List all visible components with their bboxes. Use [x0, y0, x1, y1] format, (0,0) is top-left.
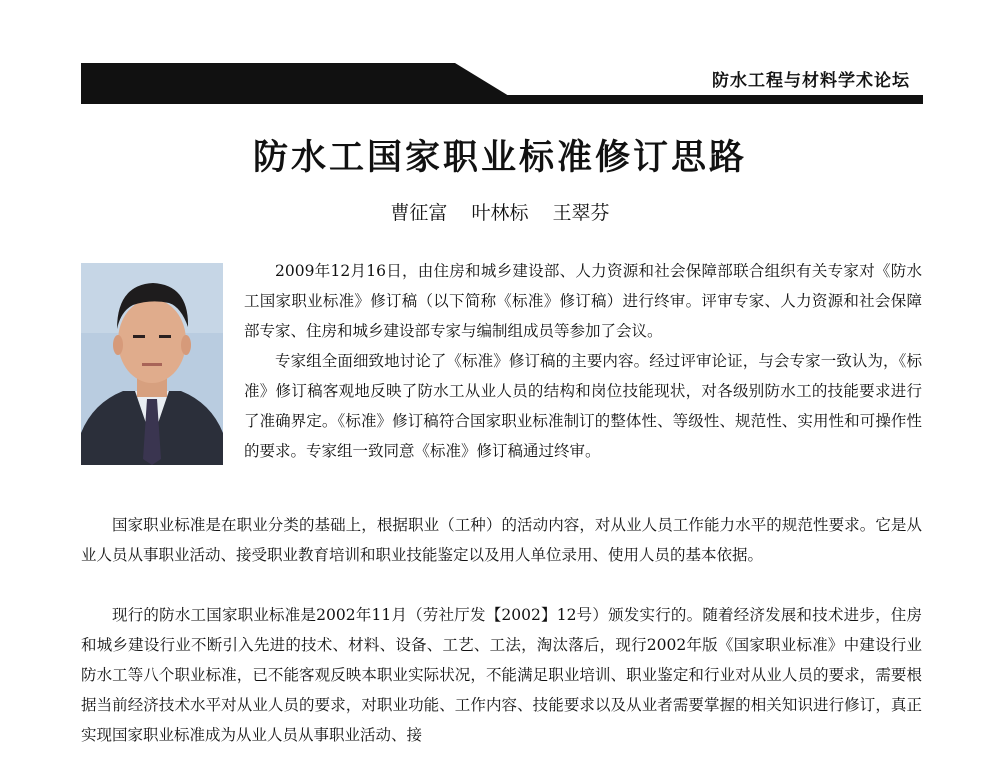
header-bar-underline: [81, 95, 923, 104]
journal-name: 防水工程与材料学术论坛: [712, 71, 910, 91]
header-bar: [0, 0, 1000, 110]
author-name: 王翠芬: [552, 202, 610, 224]
author-name: 曹征富: [390, 202, 448, 224]
article-title: 防水工国家职业标准修订思路: [252, 138, 747, 178]
author-list: [0, 198, 1000, 225]
header-bar-shape: [0, 0, 1000, 110]
author-name: 叶林标: [471, 202, 529, 224]
body-paragraph: 现行的防水工国家职业标准是2002年11月（劳社厅发【2002】12号）颁发实行的。随着经济发展和技术进步，住房和城乡建设行业不断引入先进的技术、材料、设备、工艺、工法，淘汰落后，现行2002年版《国家职业标准》中建设行业防水工等八个职业标准，已不能客观反映本职业实际状况，不能满足职业培训、职业鉴定和行业对从业人员的要求，需要根据当前经济技术水平对从业人员的要求，对职业功能、工作内容、技能要求以及从业者需要掌握的相关知识进行修订，真正实现国家职业标准成为从业人员从事职业活动、接: [81, 606, 922, 744]
body-paragraph: 国家职业标准是在职业分类的基础上，根据职业（工种）的活动内容，对从业人员工作能力水平的规范性要求。它是从业人员从事职业活动、接受职业教育培训和职业技能鉴定以及用人单位录用、使用人员的基本依据。: [81, 516, 922, 564]
body-paragraph: 2009年12月16日，由住房和城乡建设部、人力资源和社会保障部联合组织有关专家对《防水工国家职业标准》修订稿（以下简称《标准》修订稿）进行终审。评审专家、人力资源和社会保障部专家、住房和城乡建设部专家与编制组成员等参加了会议。: [244, 262, 922, 340]
body-paragraph: 专家组全面细致地讨论了《标准》修订稿的主要内容。经过评审论证，与会专家一致认为，《标准》修订稿客观地反映了防水工从业人员的结构和岗位技能现状，对各级别防水工的技能要求进行了准确界定。《标准》修订稿符合国家职业标准制订的整体性、等级性、规范性、实用性和可操作性的要求。专家组一致同意《标准》修订稿通过终审。: [244, 352, 922, 460]
author-portrait-icon: [81, 263, 223, 465]
